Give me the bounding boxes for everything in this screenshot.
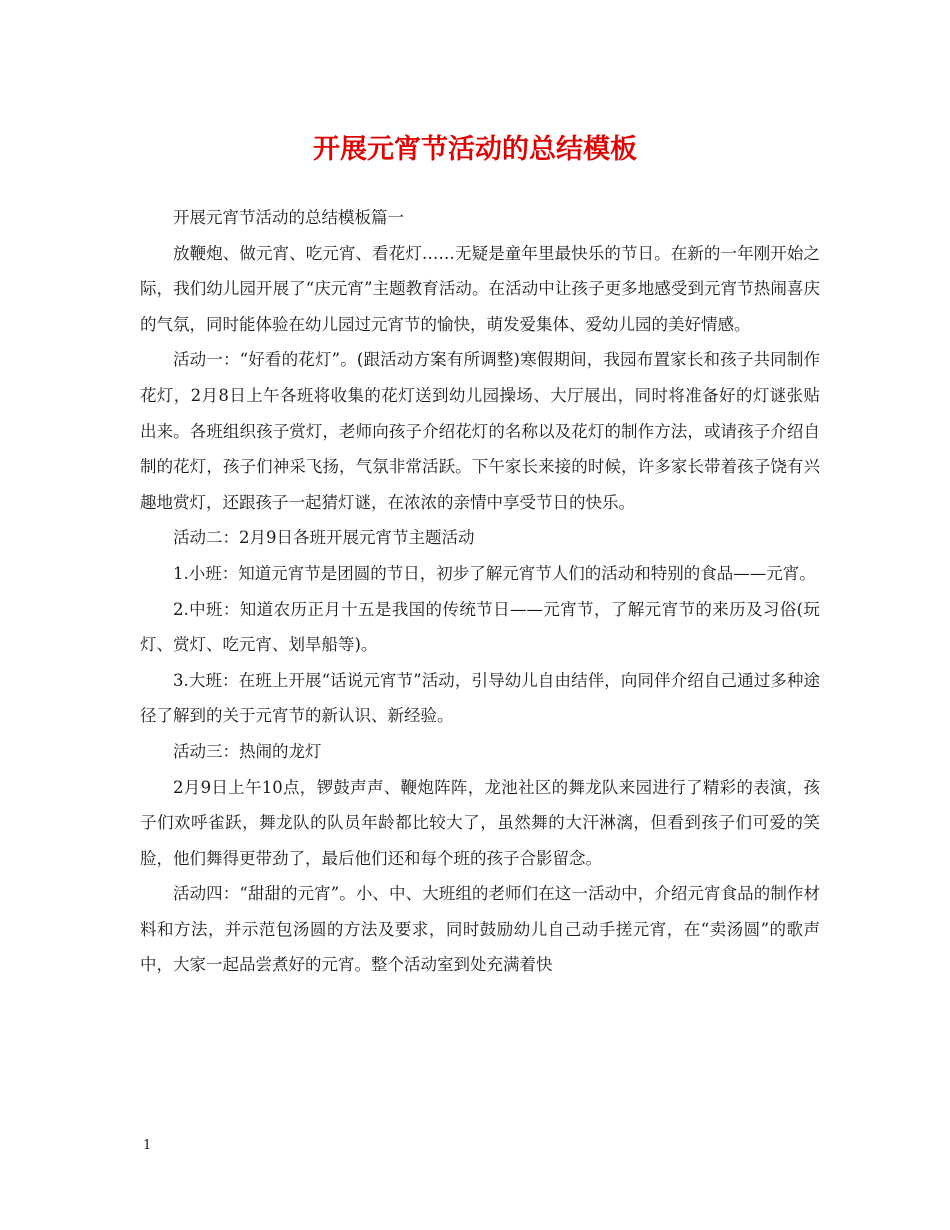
paragraph: 活动三：热闹的龙灯	[173, 741, 322, 761]
document-body	[140, 200, 820, 983]
document-title: 开展元宵节活动的总结模板	[313, 134, 637, 165]
page-number: 1	[143, 1138, 152, 1153]
paragraph: 2月9日上午10点，锣鼓声声、鞭炮阵阵，龙池社区的舞龙队来园进行了精彩的表演，孩子们欢呼雀跃，舞龙队的队员年龄都比较大了，虽然舞的大汗淋漓，但看到孩子们可爱的笑脸，他们舞得更带劲了，最后他们还和每个班的孩子合影留念。	[140, 777, 820, 868]
paragraph: 放鞭炮、做元宵、吃元宵、看花灯……无疑是童年里最快乐的节日。在新的一年刚开始之际，我们幼儿园开展了“庆元宵”主题教育活动。在活动中让孩子更多地感受到元宵节热闹喜庆的气氛，同时能体验在幼儿园过元宵节的愉快，萌发爱集体、爱幼儿园的美好情感。	[140, 243, 820, 334]
paragraph: 开展元宵节活动的总结模板篇一	[173, 208, 404, 227]
paragraph: 活动四：“甜甜的元宵”。小、中、大班组的老师们在这一活动中，介绍元宵食品的制作材料和方法，并示范包汤圆的方法及要求，同时鼓励幼儿自己动手搓元宵，在“卖汤圆”的歌声中，大家一起品尝煮好的元宵。整个活动室到处充满着快	[140, 884, 820, 975]
paragraph: 活动一：“好看的花灯”。(跟活动方案有所调整)寒假期间，我园布置家长和孩子共同制作花灯，2月8日上午各班将收集的花灯送到幼儿园操场、大厅展出，同时将准备好的灯谜张贴出来。各班组织孩子赏灯，老师向孩子介绍花灯的名称以及花灯的制作方法，或请孩子介绍自制的花灯，孩子们神采飞扬，气氛非常活跃。下午家长来接的时候，许多家长带着孩子饶有兴趣地赏灯，还跟孩子一起猜灯谜，在浓浓的亲情中享受节日的快乐。	[140, 350, 820, 512]
paragraph: 1.小班：知道元宵节是团圆的节日，初步了解元宵节人们的活动和特别的食品——元宵。	[173, 563, 816, 583]
paragraph: 2.中班：知道农历正月十五是我国的传统节日——元宵节，了解元宵节的来历及习俗(玩灯、赏灯、吃元宵、划旱船等)。	[140, 599, 820, 655]
paragraph: 3.大班：在班上开展“话说元宵节”活动，引导幼儿自由结伴，向同伴介绍自己通过多种途径了解到的关于元宵节的新认识、新经验。	[140, 670, 820, 726]
paragraph: 活动二：2月9日各班开展元宵节主题活动	[173, 528, 475, 548]
